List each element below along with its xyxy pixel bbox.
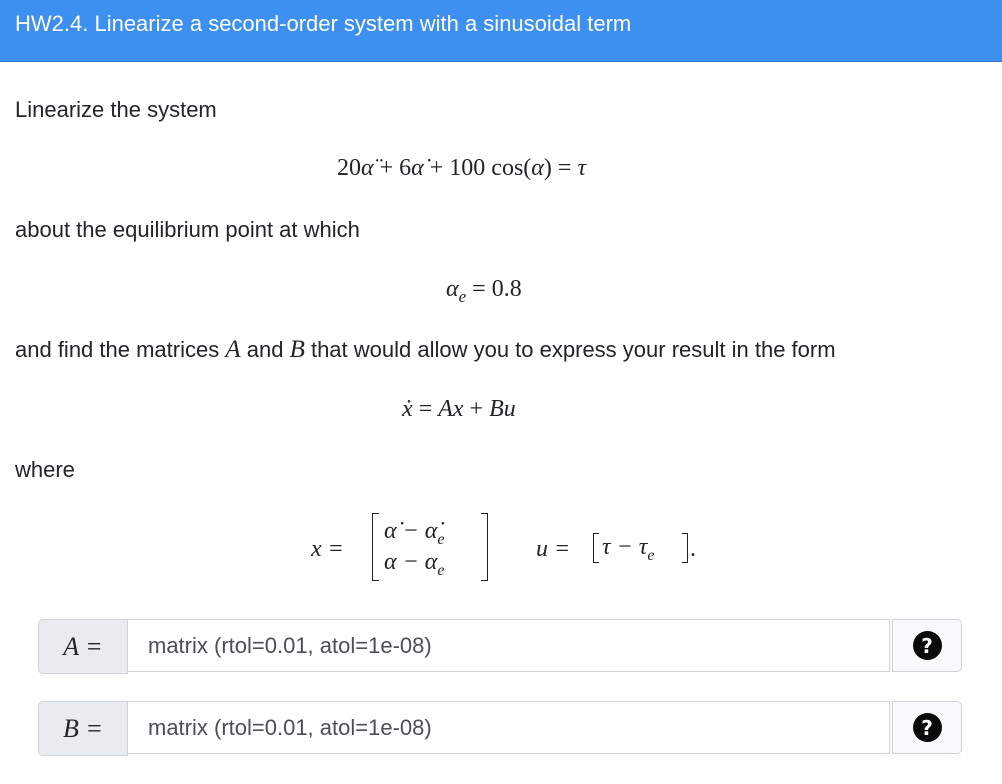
u-def-period: .	[690, 536, 696, 562]
ode-coef: 20	[337, 155, 361, 181]
ode-rhs: ) =	[543, 155, 578, 181]
u-inner-text: τ − τ	[602, 534, 648, 560]
ss-x: x	[452, 396, 464, 422]
matrix-b-symbol: B	[289, 336, 305, 363]
x-def-lhs: x =	[311, 536, 344, 562]
ss-xdot: ẋ	[402, 396, 413, 422]
matrices-text-a: and find the matrices	[15, 337, 226, 362]
question-circle-icon: ?	[913, 631, 942, 660]
question-circle-icon: ?	[913, 713, 942, 742]
equilibrium-text: about the equilibrium point at which	[15, 217, 360, 242]
question-title: HW2.4. Linearize a second-order system with a sinusoidal term	[15, 11, 632, 36]
ode-alpha-ddot: α̈	[361, 155, 374, 181]
answer-a-help-button[interactable]	[892, 619, 962, 672]
answer-a-input[interactable]	[128, 620, 889, 671]
x-row1-text: α̇ − α̇	[384, 518, 438, 544]
matrices-text-b: and	[240, 337, 290, 362]
state-space-equation	[402, 394, 516, 424]
answer-b-help-button[interactable]	[892, 701, 962, 754]
matrices-text	[15, 336, 836, 364]
ode-term3: + 100 cos(	[423, 155, 532, 181]
ode-alpha: α	[531, 155, 544, 181]
answer-a-field-wrap	[127, 619, 890, 672]
eq-sub: e	[458, 286, 467, 306]
ss-u: u	[503, 396, 516, 422]
x-row2-sub: e	[437, 561, 445, 579]
u-inner-sub: e	[647, 546, 655, 564]
where-text: where	[15, 457, 75, 482]
answer-b-group	[38, 701, 962, 756]
x-row2-text: α − α	[384, 549, 438, 575]
matrices-text-c: that would allow you to express your result in the form	[304, 337, 836, 362]
eq-rhs: = 0.8	[466, 276, 522, 302]
answer-b-label: B =	[38, 701, 128, 756]
equilibrium-equation	[446, 274, 522, 312]
answer-a-group	[38, 619, 962, 674]
ss-B: B	[489, 396, 504, 422]
matrix-a-symbol: A	[225, 336, 241, 363]
x-vector	[372, 513, 488, 579]
x-row-2	[384, 549, 445, 584]
answer-b-input[interactable]	[128, 702, 889, 753]
u-bracket-right	[682, 533, 688, 563]
answer-b-field-wrap	[127, 701, 890, 754]
intro-text: Linearize the system	[15, 97, 217, 122]
ss-A: A	[438, 396, 453, 422]
u-inner	[602, 534, 654, 569]
eq-alpha: α	[446, 276, 459, 302]
question-header	[0, 0, 1002, 62]
answer-a-label: A =	[38, 619, 128, 674]
ode-tau: τ	[577, 155, 587, 181]
u-bracket-left	[593, 533, 599, 563]
ss-eq: =	[412, 396, 439, 422]
u-vector	[593, 533, 688, 564]
x-bracket-left	[372, 513, 379, 581]
ode-equation	[337, 153, 586, 183]
ode-alpha-dot: α̇	[411, 155, 424, 181]
u-def-lhs: u =	[536, 536, 571, 562]
ss-plus: +	[463, 396, 490, 422]
x-bracket-right	[481, 513, 488, 581]
x-row1-sub: e	[437, 530, 445, 548]
x-row-1	[384, 518, 445, 553]
ode-term2: + 6	[373, 155, 412, 181]
